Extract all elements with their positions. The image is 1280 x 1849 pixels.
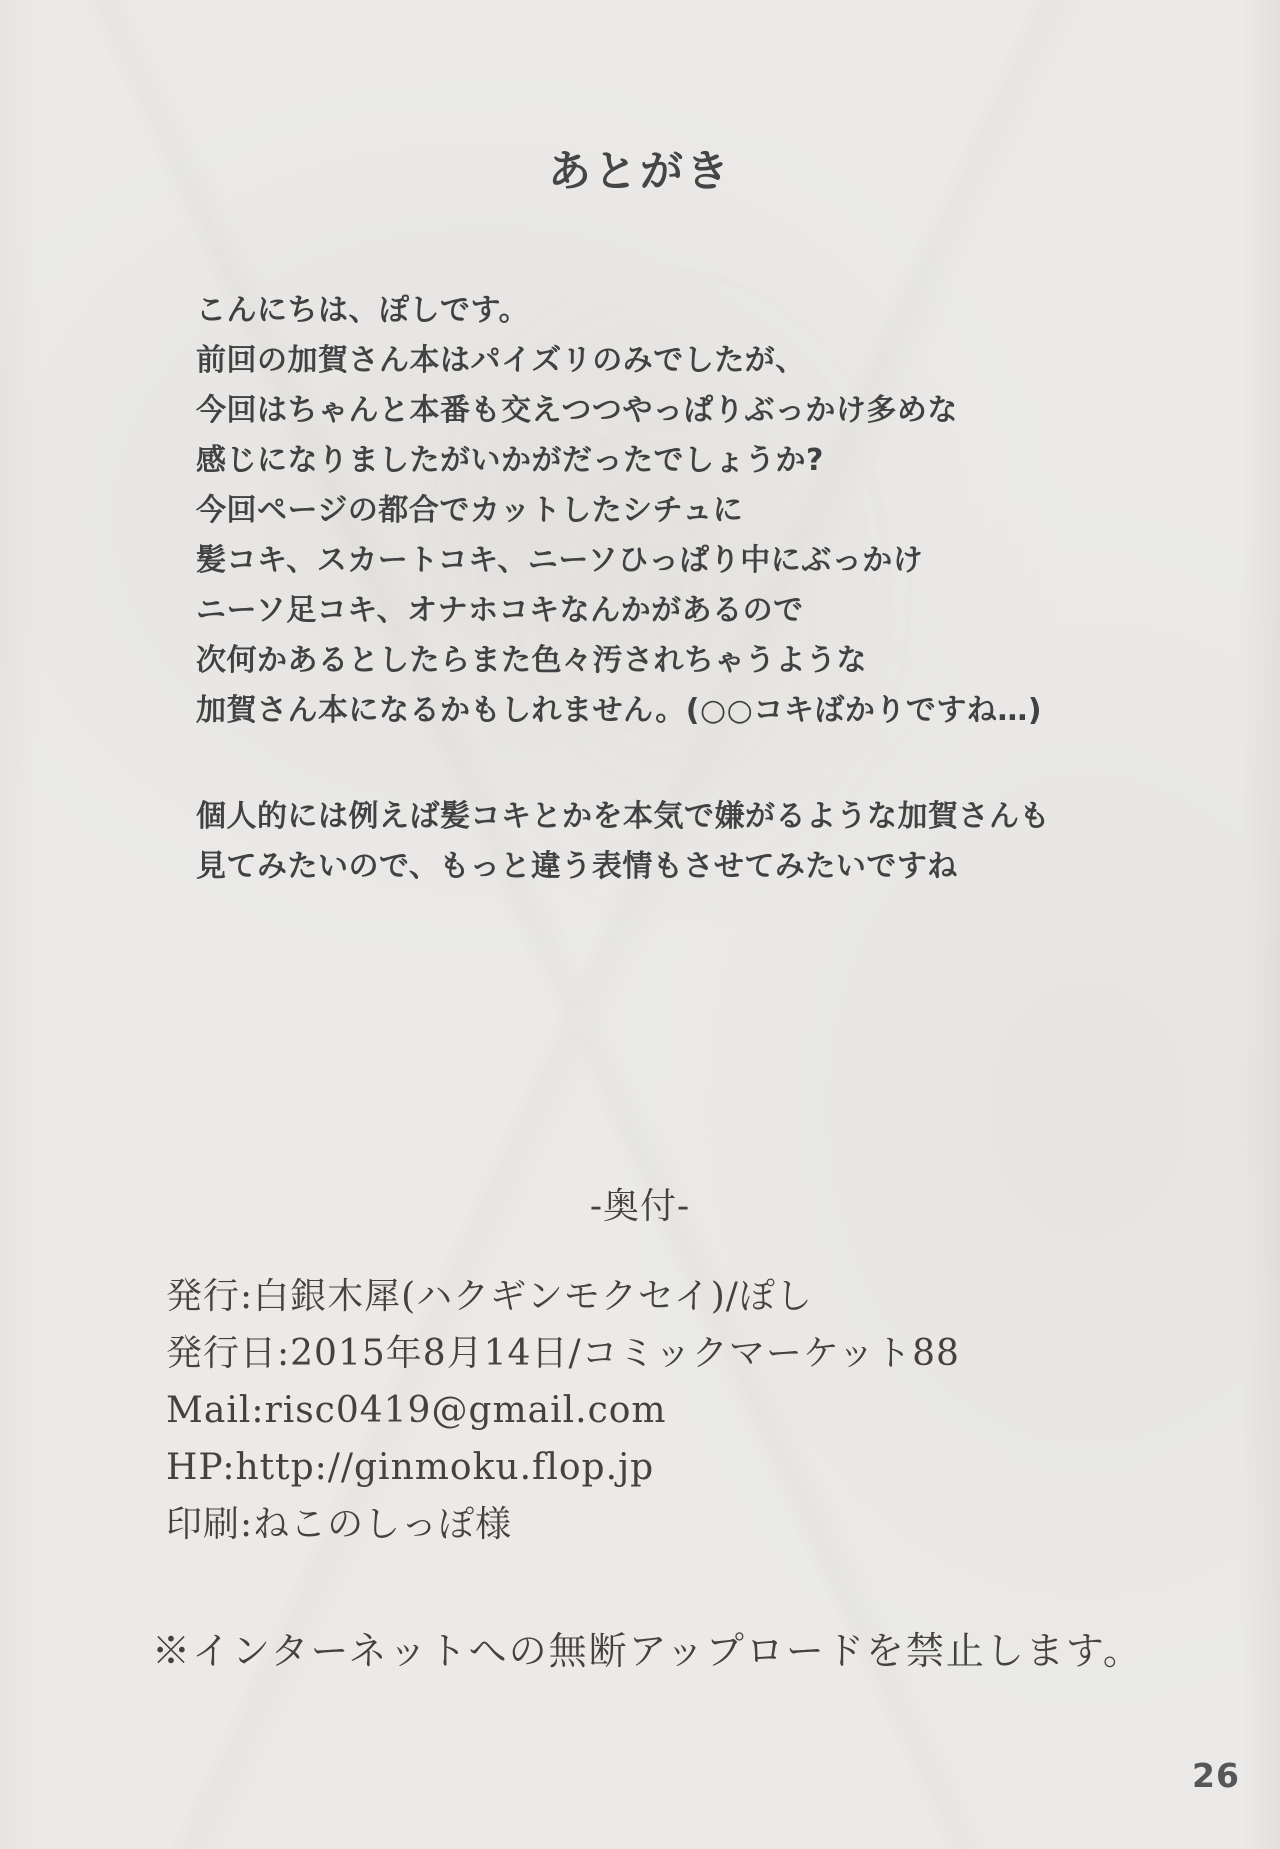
afterword-title: あとがき (548, 147, 732, 197)
upload-prohibition-notice: ※インターネットへの無断アップロードを禁止します。 (152, 1629, 1143, 1673)
colophon-publish-date: 発行日:2015年8月14日/コミックマーケット88 (166, 1333, 960, 1374)
afterword-line: 感じになりましたがいかがだったでしょうか? (196, 443, 824, 478)
afterword-line: 見てみたいので、もっと違う表情もさせてみたいですね (196, 849, 958, 884)
afterword-paragraph-2 (196, 792, 1136, 892)
colophon-homepage: HP:http://ginmoku.flop.jp (166, 1447, 655, 1488)
afterword-line: 今回はちゃんと本番も交えつつやっぱりぶっかけ多めな (196, 393, 958, 428)
afterword-paragraph-1 (196, 286, 1136, 736)
afterword-line: 髪コキ、スカートコキ、ニーソひっぱり中にぶっかけ (196, 543, 924, 578)
afterword-line: ニーソ足コキ、オナホコキなんかがあるので (196, 593, 804, 628)
colophon-heading: -奥付- (589, 1186, 691, 1227)
afterword-line: 次何かあるとしたらまた色々汚されちゃうような (196, 643, 867, 678)
afterword-line: 今回ページの都合でカットしたシチュに (196, 493, 744, 528)
colophon-block (166, 1268, 1146, 1553)
colophon-mail: Mail:risc0419@gmail.com (166, 1390, 667, 1431)
colophon-printer: 印刷:ねこのしっぽ様 (166, 1504, 513, 1545)
afterword-line: 加賀さん本になるかもしれません。(○○コキばかりですね…) (196, 693, 1043, 728)
afterword-body (196, 286, 1136, 892)
afterword-line: こんにちは、ぽしです。 (196, 293, 530, 328)
page-number: 26 (1192, 1756, 1240, 1795)
afterword-line: 前回の加賀さん本はパイズリのみでしたが、 (196, 343, 806, 378)
colophon-publisher: 発行:白銀木犀(ハクギンモクセイ)/ぽし (166, 1276, 813, 1317)
afterword-line: 個人的には例えば髪コキとかを本気で嫌がるような加賀さんも (196, 799, 1050, 834)
